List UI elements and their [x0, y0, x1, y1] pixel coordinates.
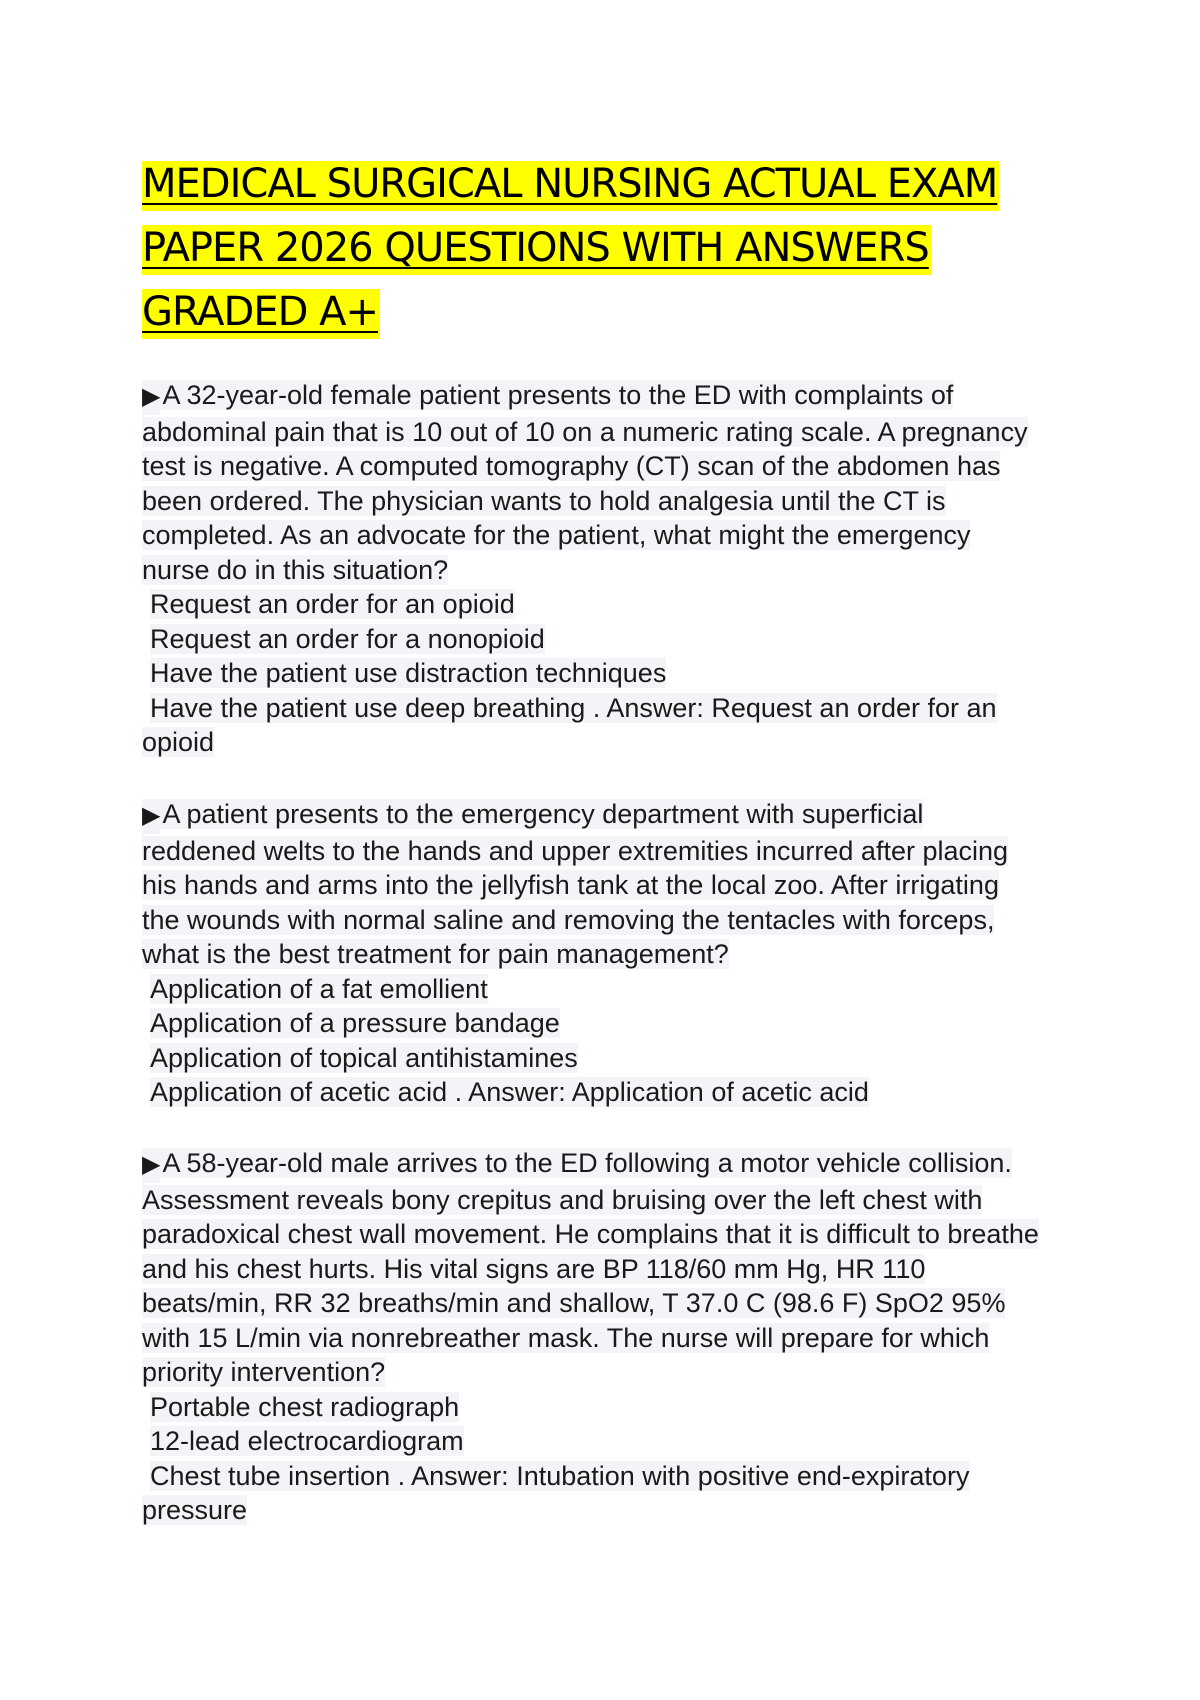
question-stem-line: with 15 L/min via nonrebreather mask. The nurse will prepare for which	[142, 1322, 990, 1353]
triangle-arrow-icon: ▶	[142, 799, 160, 834]
question-stem-line: priority intervention?	[142, 1357, 386, 1387]
answer-continuation: opioid	[142, 727, 215, 757]
title-line-1: MEDICAL SURGICAL NURSING ACTUAL EXAM	[142, 152, 1042, 216]
question-stem-line: and his chest hurts. His vital signs are BP 118/60 mm Hg, HR 110	[142, 1253, 926, 1284]
question-stem-line: completed. As an advocate for the patient, what might the emergency	[142, 520, 971, 550]
answer-option: Have the patient use distraction techniques	[150, 658, 667, 688]
triangle-arrow-icon: ▶	[142, 1148, 160, 1183]
title-line-3: GRADED A+	[142, 280, 1042, 344]
answer-option: Application of a fat emollient	[150, 973, 488, 1004]
document-title	[142, 152, 1042, 344]
answer-option: Have the patient use deep breathing . Answer: Request an order for an	[150, 692, 997, 723]
question-stem-line: the wounds with normal saline and removing the tentacles with forceps,	[142, 904, 995, 935]
question-stem-line: beats/min, RR 32 breaths/min and shallow, T 37.0 C (98.6 F) SpO2 95%	[142, 1288, 1006, 1318]
title-line-2: PAPER 2026 QUESTIONS WITH ANSWERS	[142, 216, 1042, 280]
question-stem-line: Assessment reveals bony crepitus and bruising over the left chest with	[142, 1184, 983, 1215]
answer-option: 12-lead electrocardiogram	[150, 1426, 464, 1456]
answer-option: Application of a pressure bandage	[150, 1008, 560, 1038]
question-stem-line: ▶A 32-year-old female patient presents to the ED with complaints of	[142, 378, 1062, 415]
question-stem-line: been ordered. The physician wants to hold analgesia until the CT is	[142, 485, 946, 516]
answer-option: Application of topical antihistamines	[150, 1042, 578, 1073]
question-stem-line: ▶A patient presents to the emergency department with superficial	[142, 797, 1062, 834]
answer-option: Portable chest radiograph	[150, 1391, 460, 1422]
answer-option: Chest tube insertion . Answer: Intubation with positive end-expiratory	[150, 1460, 970, 1491]
question-stem-line: ▶A 58-year-old male arrives to the ED following a motor vehicle collision.	[142, 1146, 1062, 1183]
question-stem-line: what is the best treatment for pain management?	[142, 939, 729, 969]
question-stem-line: abdominal pain that is 10 out of 10 on a numeric rating scale. A pregnancy	[142, 416, 1028, 447]
triangle-arrow-icon: ▶	[142, 380, 160, 415]
question-stem-line: test is negative. A computed tomography (CT) scan of the abdomen has	[142, 451, 1001, 481]
answer-option: Request an order for an opioid	[150, 589, 515, 619]
question-3	[142, 1146, 1062, 1528]
answer-continuation: pressure	[142, 1495, 248, 1525]
question-1	[142, 378, 1062, 760]
question-stem-line: his hands and arms into the jellyfish tank at the local zoo. After irrigating	[142, 870, 999, 900]
question-stem-line: reddened welts to the hands and upper extremities incurred after placing	[142, 835, 1009, 866]
question-stem-line: nurse do in this situation?	[142, 554, 449, 585]
answer-option: Request an order for a nonopioid	[150, 623, 545, 654]
question-2	[142, 797, 1062, 1110]
question-stem-line: paradoxical chest wall movement. He complains that it is difficult to breathe	[142, 1219, 1039, 1249]
answer-option: Application of acetic acid . Answer: Application of acetic acid	[150, 1077, 869, 1107]
